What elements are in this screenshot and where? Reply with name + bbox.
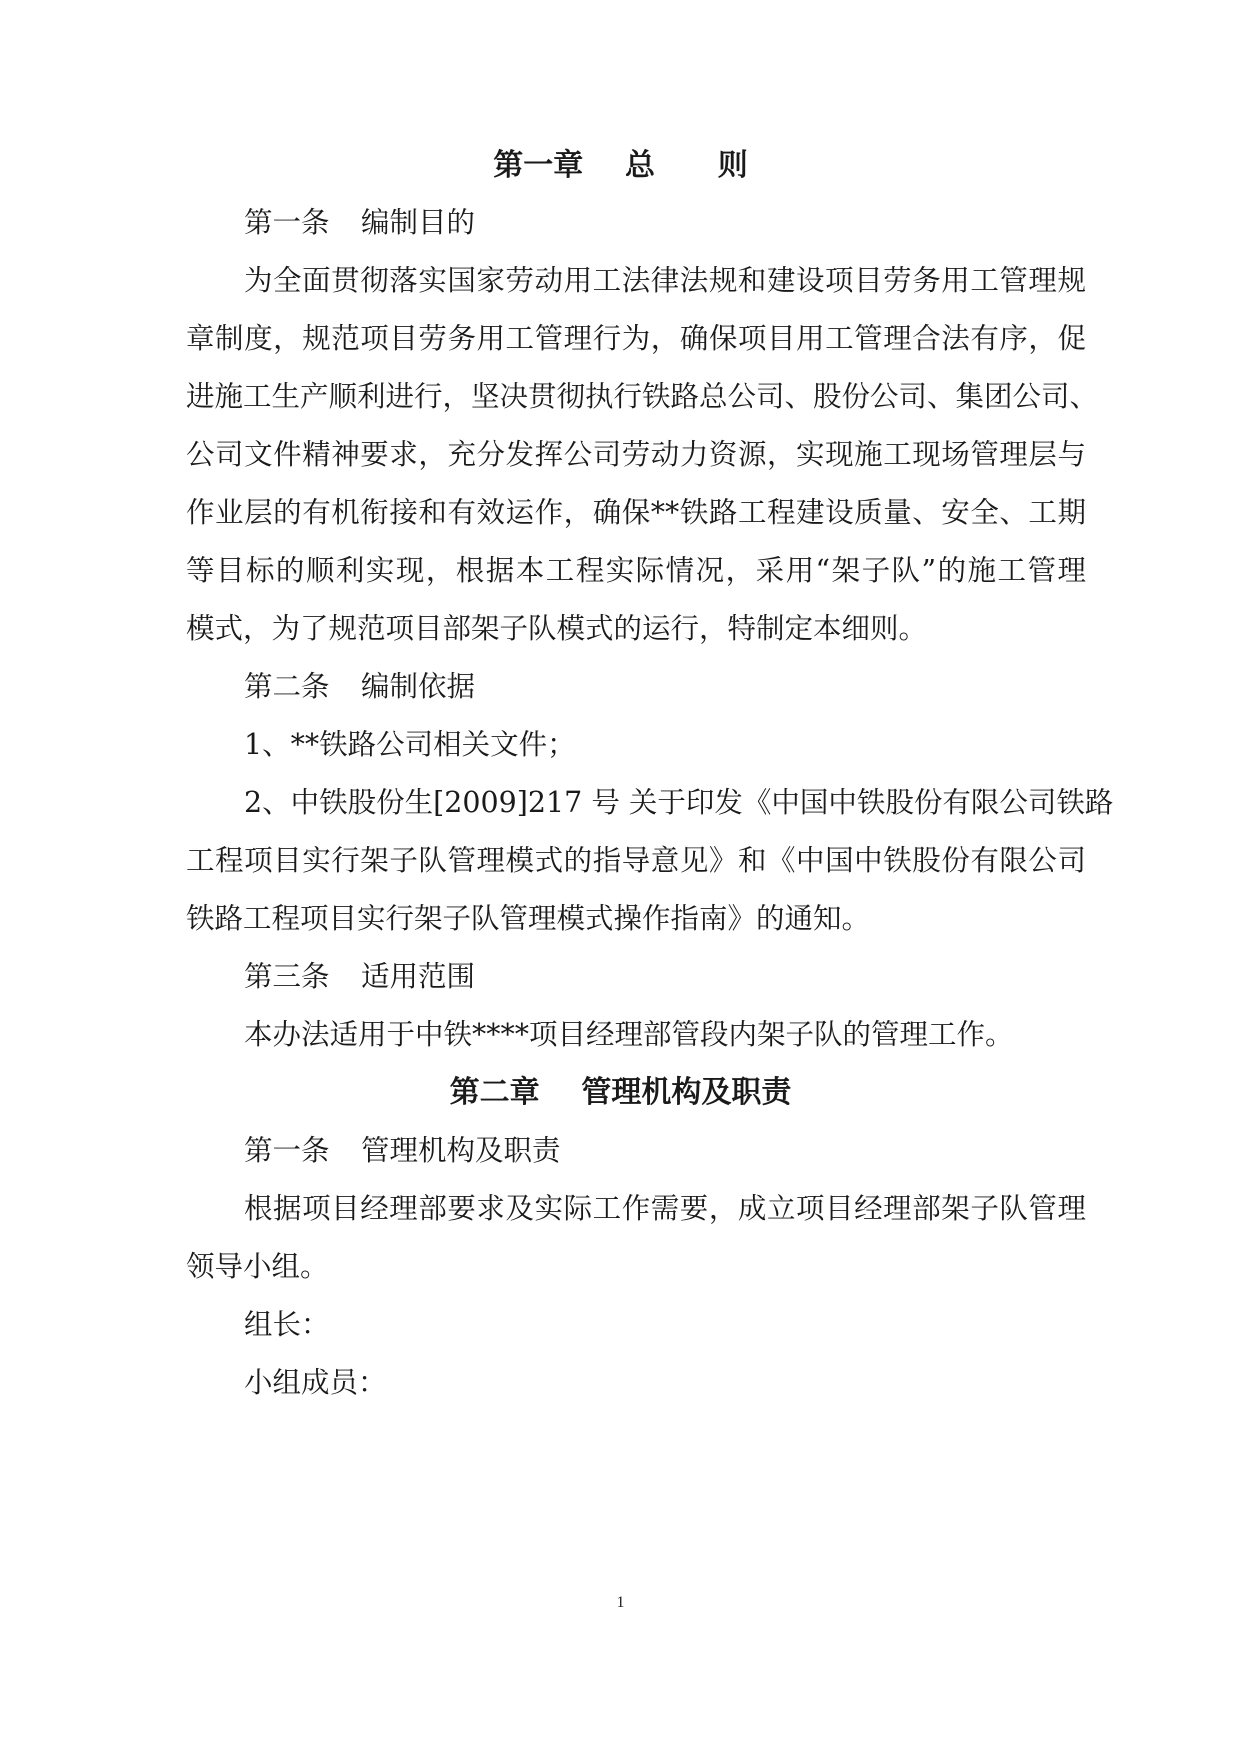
chapter-1-title: 第一章 总 则 xyxy=(493,148,748,183)
article-number: 第二条 xyxy=(244,670,330,703)
article-heading xyxy=(244,1131,1086,1171)
article-heading xyxy=(244,203,1086,243)
article-title: 管理机构及职责 xyxy=(361,1134,561,1167)
paragraph-line: 工程项目实行架子队管理模式的指导意见》和《中国中铁股份有限公司 xyxy=(186,844,1086,877)
paragraph-line: 章制度，规范项目劳务用工管理行为，确保项目用工管理合法有序，促 xyxy=(186,322,1086,355)
article-number: 第一条 xyxy=(244,1134,330,1167)
list-item: 1、**铁路公司相关文件； xyxy=(244,728,576,761)
paragraph-line: 领导小组。 xyxy=(186,1250,329,1283)
article-number: 第一条 xyxy=(244,206,330,239)
leader-label: 组长： xyxy=(244,1308,330,1341)
article-title: 编制依据 xyxy=(361,670,476,703)
paragraph-line: 进施工生产顺利进行，坚决贯彻执行铁路总公司、股份公司、集团公司、 xyxy=(186,380,1099,413)
chapter-2-title: 第二章 管理机构及职责 xyxy=(449,1075,792,1110)
paragraph-line: 公司文件精神要求，充分发挥公司劳动力资源，实现施工现场管理层与 xyxy=(186,438,1086,471)
paragraph-line: 为全面贯彻落实国家劳动用工法律法规和建设项目劳务用工管理规 xyxy=(244,264,1086,297)
members-label: 小组成员： xyxy=(244,1366,387,1399)
article-title: 适用范围 xyxy=(361,960,476,993)
paragraph-line: 等目标的顺利实现，根据本工程实际情况，采用“架子队”的施工管理 xyxy=(186,554,1086,587)
paragraph-line: 本办法适用于中铁****项目经理部管段内架子队的管理工作。 xyxy=(244,1018,1014,1051)
paragraph-line: 模式，为了规范项目部架子队模式的运行，特制定本细则。 xyxy=(186,612,928,645)
article-heading xyxy=(244,957,1086,997)
paragraph-line: 2、中铁股份生[2009]217 号 关于印发《中国中铁股份有限公司铁路 xyxy=(244,786,1114,819)
article-title: 编制目的 xyxy=(361,206,476,239)
paragraph-line: 铁路工程项目实行架子队管理模式操作指南》的通知。 xyxy=(186,902,871,935)
page-number: 1 xyxy=(616,1594,625,1611)
paragraph-line: 根据项目经理部要求及实际工作需要，成立项目经理部架子队管理 xyxy=(244,1192,1086,1225)
article-number: 第三条 xyxy=(244,960,330,993)
article-heading xyxy=(244,667,1086,707)
paragraph-line: 作业层的有机衔接和有效运作，确保**铁路工程建设质量、安全、工期 xyxy=(186,496,1086,529)
